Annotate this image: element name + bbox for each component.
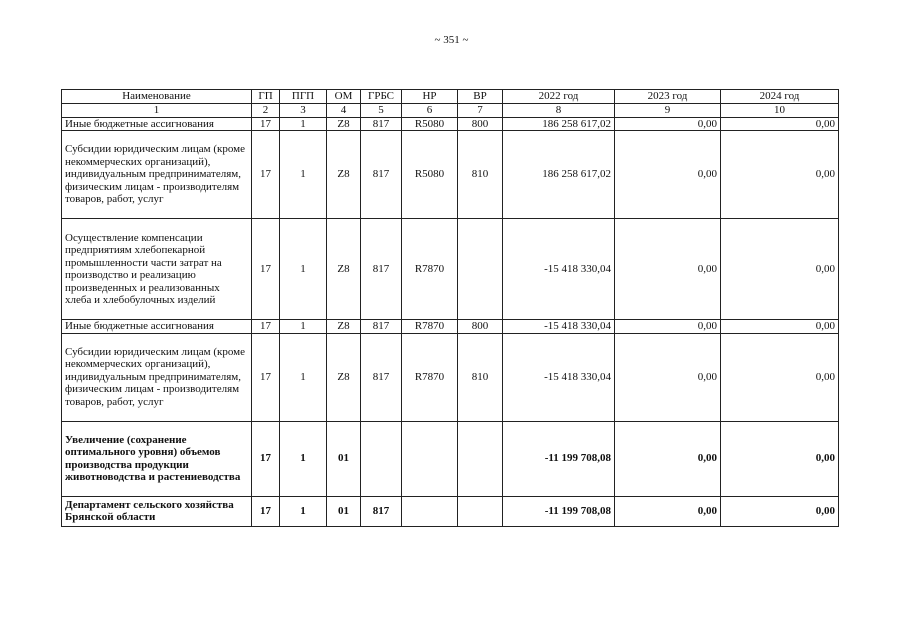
cell-pgp: 1 (280, 333, 327, 421)
cell-vr: 810 (458, 333, 503, 421)
cell-nr: R7870 (402, 320, 458, 334)
column-number: 5 (361, 104, 402, 118)
cell-gp: 17 (252, 496, 280, 526)
cell-grbs: 817 (361, 496, 402, 526)
column-number: 10 (721, 104, 839, 118)
cell-om: Z8 (327, 131, 361, 219)
column-number: 4 (327, 104, 361, 118)
table-row (62, 421, 839, 496)
row-name: Субсидии юридическим лицам (кроме некоммерческих организаций), индивидуальным предпринимателям, физическим лицам - производителям товаров, работ, услуг (62, 333, 252, 421)
cell-vr (458, 421, 503, 496)
column-number: 3 (280, 104, 327, 118)
cell-2024: 0,00 (721, 219, 839, 320)
cell-2024: 0,00 (721, 117, 839, 131)
cell-vr (458, 496, 503, 526)
cell-gp: 17 (252, 421, 280, 496)
cell-2023: 0,00 (615, 219, 721, 320)
cell-pgp: 1 (280, 131, 327, 219)
table-row (62, 117, 839, 131)
cell-pgp: 1 (280, 496, 327, 526)
cell-2023: 0,00 (615, 320, 721, 334)
cell-grbs: 817 (361, 320, 402, 334)
row-name: Иные бюджетные ассигнования (62, 117, 252, 131)
row-name: Департамент сельского хозяйства Брянской области (62, 496, 252, 526)
table-row (62, 219, 839, 320)
cell-2023: 0,00 (615, 496, 721, 526)
cell-nr (402, 496, 458, 526)
cell-gp: 17 (252, 333, 280, 421)
header-2023: 2023 год (615, 90, 721, 104)
cell-gp: 17 (252, 117, 280, 131)
header-om: ОМ (327, 90, 361, 104)
cell-2022: -11 199 708,08 (503, 421, 615, 496)
cell-2024: 0,00 (721, 333, 839, 421)
header-name: Наименование (62, 90, 252, 104)
header-grbs: ГРБС (361, 90, 402, 104)
cell-nr: R7870 (402, 219, 458, 320)
column-number: 2 (252, 104, 280, 118)
cell-grbs: 817 (361, 333, 402, 421)
header-pgp: ПГП (280, 90, 327, 104)
row-name: Субсидии юридическим лицам (кроме некоммерческих организаций), индивидуальным предпринимателям, физическим лицам - производителям товаров, работ, услуг (62, 131, 252, 219)
cell-2023: 0,00 (615, 333, 721, 421)
column-number: 6 (402, 104, 458, 118)
cell-om: 01 (327, 421, 361, 496)
cell-2022: -15 418 330,04 (503, 320, 615, 334)
header-row (62, 90, 839, 104)
column-number: 7 (458, 104, 503, 118)
row-name: Иные бюджетные ассигнования (62, 320, 252, 334)
cell-nr (402, 421, 458, 496)
cell-vr (458, 219, 503, 320)
cell-pgp: 1 (280, 219, 327, 320)
header-2024: 2024 год (721, 90, 839, 104)
cell-2022: -15 418 330,04 (503, 333, 615, 421)
row-name: Увеличение (сохранение оптимального уровня) объемов производства продукции животноводства и растениеводства (62, 421, 252, 496)
cell-2024: 0,00 (721, 496, 839, 526)
cell-pgp: 1 (280, 117, 327, 131)
cell-om: Z8 (327, 320, 361, 334)
cell-2022: 186 258 617,02 (503, 117, 615, 131)
column-number: 8 (503, 104, 615, 118)
cell-gp: 17 (252, 219, 280, 320)
cell-2023: 0,00 (615, 421, 721, 496)
cell-vr: 800 (458, 320, 503, 334)
cell-om: Z8 (327, 117, 361, 131)
cell-om: 01 (327, 496, 361, 526)
cell-pgp: 1 (280, 421, 327, 496)
cell-grbs (361, 421, 402, 496)
cell-grbs: 817 (361, 131, 402, 219)
page-number: ~ 351 ~ (434, 34, 469, 46)
column-number-row (62, 104, 839, 118)
cell-2022: -15 418 330,04 (503, 219, 615, 320)
table-row (62, 333, 839, 421)
cell-grbs: 817 (361, 219, 402, 320)
cell-2023: 0,00 (615, 131, 721, 219)
cell-vr: 800 (458, 117, 503, 131)
cell-2024: 0,00 (721, 421, 839, 496)
table-row (62, 131, 839, 219)
cell-pgp: 1 (280, 320, 327, 334)
cell-nr: R7870 (402, 333, 458, 421)
cell-2024: 0,00 (721, 131, 839, 219)
cell-grbs: 817 (361, 117, 402, 131)
cell-om: Z8 (327, 219, 361, 320)
row-name: Осуществление компенсации предприятиям хлебопекарной промышленности части затрат на производство и реализацию произведенных и реализованных хлеба и хлебобулочных изделий (62, 219, 252, 320)
column-number: 9 (615, 104, 721, 118)
cell-nr: R5080 (402, 131, 458, 219)
cell-2024: 0,00 (721, 320, 839, 334)
table-row (62, 320, 839, 334)
cell-gp: 17 (252, 320, 280, 334)
table-row (62, 496, 839, 526)
header-gp: ГП (252, 90, 280, 104)
header-2022: 2022 год (503, 90, 615, 104)
cell-2022: -11 199 708,08 (503, 496, 615, 526)
cell-om: Z8 (327, 333, 361, 421)
cell-2023: 0,00 (615, 117, 721, 131)
cell-nr: R5080 (402, 117, 458, 131)
header-nr: НР (402, 90, 458, 104)
column-number: 1 (62, 104, 252, 118)
cell-vr: 810 (458, 131, 503, 219)
budget-table (61, 89, 839, 527)
cell-gp: 17 (252, 131, 280, 219)
cell-2022: 186 258 617,02 (503, 131, 615, 219)
header-vr: ВР (458, 90, 503, 104)
